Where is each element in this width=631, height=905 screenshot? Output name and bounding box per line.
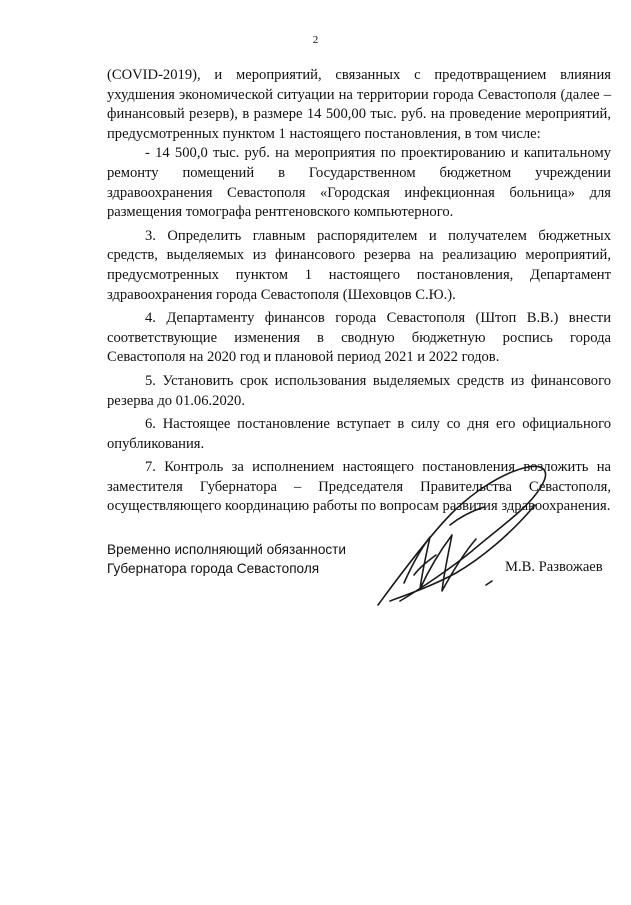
paragraph-item-6: 6. Настоящее постановление вступает в силу со дня его официального опубликования. [107,416,611,452]
paragraph-continuation: (COVID-2019), и мероприятий, связанных с предотвращением влияния ухудшения экономической ситуации на территории города Севастополя (далее – финансовый резерв), в размере 14 500,00 тыс. руб. на проведение мероприятий, предусмотренных пунктом 1 настоящего постановления, в том числе: [107,67,611,142]
signatory-role-line-2: Губернатора города Севастополя [107,561,320,576]
paragraph-item-5: 5. Установить срок использования выделяемых средств из финансового резерва до 01.06.2020. [107,372,611,409]
paragraph-subitem-funding: - 14 500,0 тыс. руб. на мероприятия по проектированию и капитальному ремонту помещений в Государственном бюджетном учреждении здравоохранения Севастополя «Городская инфекционная больница» для размещения томографа рентгеновского компьютерного. [107,145,611,221]
handwritten-signature [360,455,570,620]
signatory-name: М.В. Развожаев [505,559,603,575]
paragraph-item-7: 7. Контроль за исполнением настоящего постановления возложить на заместителя Губернатора – Председателя Правительства Севастополя, осуществляющего координацию работы по вопросам развития здравоохранения. [107,459,611,515]
signatory-role-line-1: Временно исполняющий обязанности [107,542,346,557]
paragraph-item-3: 3. Определить главным распорядителем и получателем бюджетных средств, выделяемых из финансового резерва на реализацию мероприятий, предусмотренных пунктом 1 настоящего постановления, Департамент здравоохранения города Севастополя (Шеховцов С.Ю.). [107,227,611,303]
document-body [107,66,611,517]
page-number: 2 [312,34,319,46]
paragraph-item-4: 4. Департаменту финансов города Севастополя (Штоп В.В.) внести соответствующие изменения в сводную бюджетную роспись города Севастополя на 2020 год и плановой период 2021 и 2022 годов. [107,310,611,366]
